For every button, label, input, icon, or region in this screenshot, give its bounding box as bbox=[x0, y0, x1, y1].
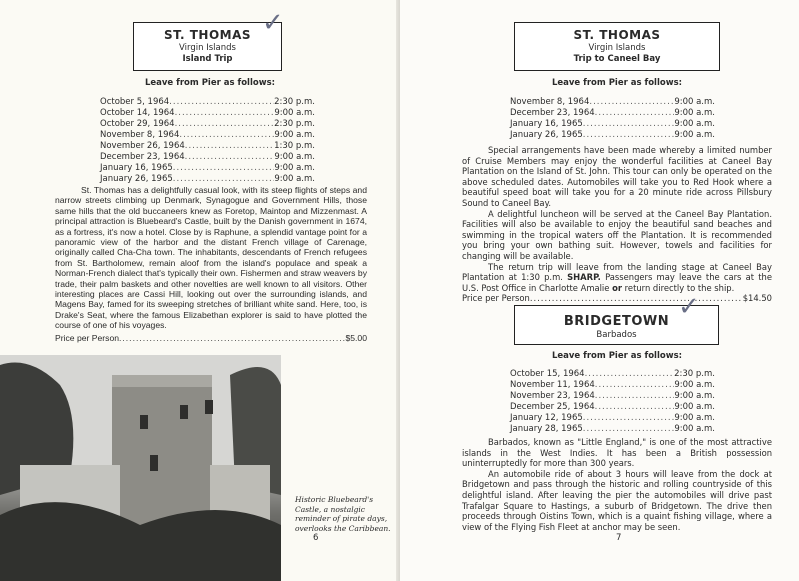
price-value: $5.00 bbox=[345, 332, 367, 343]
schedule-row bbox=[100, 174, 315, 185]
schedule-row bbox=[510, 369, 715, 380]
leave-heading: Leave from Pier as follows: bbox=[144, 78, 276, 88]
schedule-row bbox=[510, 391, 715, 402]
paragraph: Special arrangements have been made whereby a limited number of Cruise Members may enjoy the wonderful facilities at Caneel Bay Plantation on the Island of St. John. This tour can only be operated on the above scheduled dates. Automobiles will take you to Red Hook where a beautiful speed boat will take you for a 20 minute ride across Pillsbury Sound to Caneel Bay. bbox=[462, 145, 772, 208]
schedule-row bbox=[100, 141, 315, 152]
schedule-row bbox=[100, 130, 315, 141]
schedule-row bbox=[100, 163, 315, 174]
title: ST. THOMAS bbox=[163, 28, 252, 42]
paragraph: St. Thomas has a delightfully casual look, with its steep flights of steps and narrow streets climbing up Denmark, Synagogue and Government Hills, those same hills that the old buccaneers knew as Foretop, Maintop and Mizzenmast. A principal attraction is Bluebeard's Castle, built by the Danish government in 1674, as a fortress, it's now a hotel. Close by is Raphune, a splendid vantage point for a panoramic view of the harbor and the distant French village of Carenage, originally called Cha-Cha town. The inhabitants, descendants of French refugees from St. Bartholomew, remain aloof from the island's populace and speak a Norman-French dialect that's typically their own. Fishermen and straw weavers by trade, their palm baskets and other novelties are well known to all visitors. Other interesting places are Cassi Hill, looking out over the surrounding islands, and Magens Bay, famed for its sweeping stretches of brilliant white sand. Here, too, is Drake's Seat, where the famous Elizabethan explorer is said to have plotted the course of one of his voyages. bbox=[55, 185, 367, 331]
tour-name: Trip to Caneel Bay bbox=[573, 54, 661, 64]
schedule-row bbox=[100, 152, 315, 163]
schedule-row bbox=[510, 130, 715, 141]
schedule-time: 9:00 a.m. bbox=[674, 97, 715, 107]
schedule-time: 1:30 p.m. bbox=[274, 141, 315, 151]
bridgetown-description bbox=[462, 437, 772, 532]
schedule-time: 9:00 a.m. bbox=[674, 108, 715, 118]
schedule-time: 9:00 a.m. bbox=[674, 130, 715, 140]
island-trip-title-box bbox=[133, 22, 282, 71]
schedule-date: January 28, 1965 bbox=[510, 424, 583, 434]
schedule-time: 2:30 p.m. bbox=[274, 97, 315, 107]
schedule-time: 9:00 a.m. bbox=[274, 152, 315, 162]
schedule-date: October 29, 1964 bbox=[100, 119, 175, 129]
paragraph: Barbados, known as "Little England," is one of the most attractive islands in the West Indies. It has been a British possession uninterruptedly for more than 300 years. bbox=[462, 437, 772, 469]
price-label: Price per Person bbox=[462, 293, 530, 304]
description bbox=[462, 145, 772, 304]
title: ST. THOMAS bbox=[573, 28, 661, 42]
photo-caption: Historic Bluebeard's Castle, a nostalgic reminder of pirate days, overlooks the Caribbean. bbox=[295, 495, 391, 533]
paragraph: An automobile ride of about 3 hours will leave from the dock at Bridgetown and pass through the historic and rolling countryside of this delightful island. After leaving the pier the automobiles will drive past Trafalgar Square to Hastings, a suburb of Bridgetown. The drive then proceeds through Oistins Town, which is a quaint fishing village, where a view of the Flying Fish Fleet at anchor may be seen. bbox=[462, 468, 772, 532]
paragraph: A delightful luncheon will be served at the Caneel Bay Plantation. Facilities will also be available to enjoy the beautiful sand beaches and swimming in the tropical waters off the Plantation. It is recommended you bring your own bathing suit. However, towels and facilities for changing will be available. bbox=[462, 208, 772, 261]
schedule-date: November 11, 1964 bbox=[510, 380, 595, 390]
paragraph: The return trip will leave from the landing stage at Caneel Bay Plantation at 1:30 p.m. SHARP. Passengers may leave the cars at the U.S. Post Office in Charlotte Amalie or return directly to the ship. bbox=[462, 261, 772, 293]
leave-heading: Leave from Pier as follows: bbox=[551, 351, 683, 361]
schedule-date: October 5, 1964 bbox=[100, 97, 170, 107]
schedule-row bbox=[510, 413, 715, 424]
schedule-date: January 26, 1965 bbox=[510, 130, 583, 140]
checkmark-icon: ✓ bbox=[262, 8, 284, 38]
schedule-time: 9:00 a.m. bbox=[674, 380, 715, 390]
schedule-time: 9:00 a.m. bbox=[274, 163, 315, 173]
schedule-date: December 23, 1964 bbox=[100, 152, 185, 162]
schedule-time: 9:00 a.m. bbox=[674, 391, 715, 401]
leave-heading: Leave from Pier as follows: bbox=[551, 78, 683, 88]
schedule-row bbox=[510, 402, 715, 413]
tour-name: Island Trip bbox=[182, 54, 233, 64]
schedule-date: November 23, 1964 bbox=[510, 391, 595, 401]
schedule-date: November 8, 1964 bbox=[510, 97, 590, 107]
schedule-list bbox=[100, 97, 315, 185]
schedule-row bbox=[510, 380, 715, 391]
subtitle: Virgin Islands bbox=[179, 43, 236, 53]
price-row bbox=[55, 333, 367, 343]
schedule-date: January 26, 1965 bbox=[100, 174, 173, 184]
schedule-date: October 14, 1964 bbox=[100, 108, 175, 118]
checkmark-icon: ✓ bbox=[678, 292, 700, 322]
subtitle: Virgin Islands bbox=[588, 43, 646, 53]
description bbox=[55, 185, 367, 343]
schedule-row bbox=[100, 97, 315, 108]
schedule-date: November 26, 1964 bbox=[100, 141, 185, 151]
schedule-time: 9:00 a.m. bbox=[674, 119, 715, 129]
schedule-date: October 15, 1964 bbox=[510, 369, 585, 379]
schedule-time: 9:00 a.m. bbox=[674, 424, 715, 434]
title: BRIDGETOWN bbox=[563, 314, 670, 329]
schedule-row bbox=[510, 119, 715, 130]
price-value: $14.50 bbox=[742, 293, 772, 304]
schedule-row bbox=[510, 108, 715, 119]
schedule-date: January 12, 1965 bbox=[510, 413, 583, 423]
bluebeards-castle-photo bbox=[0, 355, 281, 581]
schedule-row bbox=[510, 97, 715, 108]
price-row bbox=[462, 293, 772, 304]
schedule-date: January 16, 1965 bbox=[100, 163, 173, 173]
schedule-time: 2:30 p.m. bbox=[674, 369, 715, 379]
price-label: Price per Person bbox=[55, 332, 120, 343]
schedule-time: 9:00 a.m. bbox=[274, 174, 315, 184]
schedule-date: January 16, 1965 bbox=[510, 119, 583, 129]
schedule-time: 9:00 a.m. bbox=[674, 402, 715, 412]
schedule-date: December 23, 1964 bbox=[510, 108, 595, 118]
caneel-bay-title-box bbox=[514, 22, 720, 71]
page-number: 7 bbox=[616, 533, 622, 543]
schedule-time: 9:00 a.m. bbox=[674, 413, 715, 423]
schedule-date: December 25, 1964 bbox=[510, 402, 595, 412]
schedule-date: November 8, 1964 bbox=[100, 130, 180, 140]
schedule-time: 2:30 p.m. bbox=[274, 119, 315, 129]
schedule-time: 9:00 a.m. bbox=[274, 108, 315, 118]
schedule-row bbox=[100, 108, 315, 119]
schedule-row bbox=[510, 424, 715, 435]
subtitle: Barbados bbox=[596, 330, 637, 340]
schedule-row bbox=[100, 119, 315, 130]
right-page bbox=[400, 0, 799, 581]
schedule-list bbox=[510, 97, 715, 141]
page-number: 6 bbox=[313, 533, 319, 543]
schedule-list bbox=[510, 369, 715, 435]
schedule-time: 9:00 a.m. bbox=[274, 130, 315, 140]
